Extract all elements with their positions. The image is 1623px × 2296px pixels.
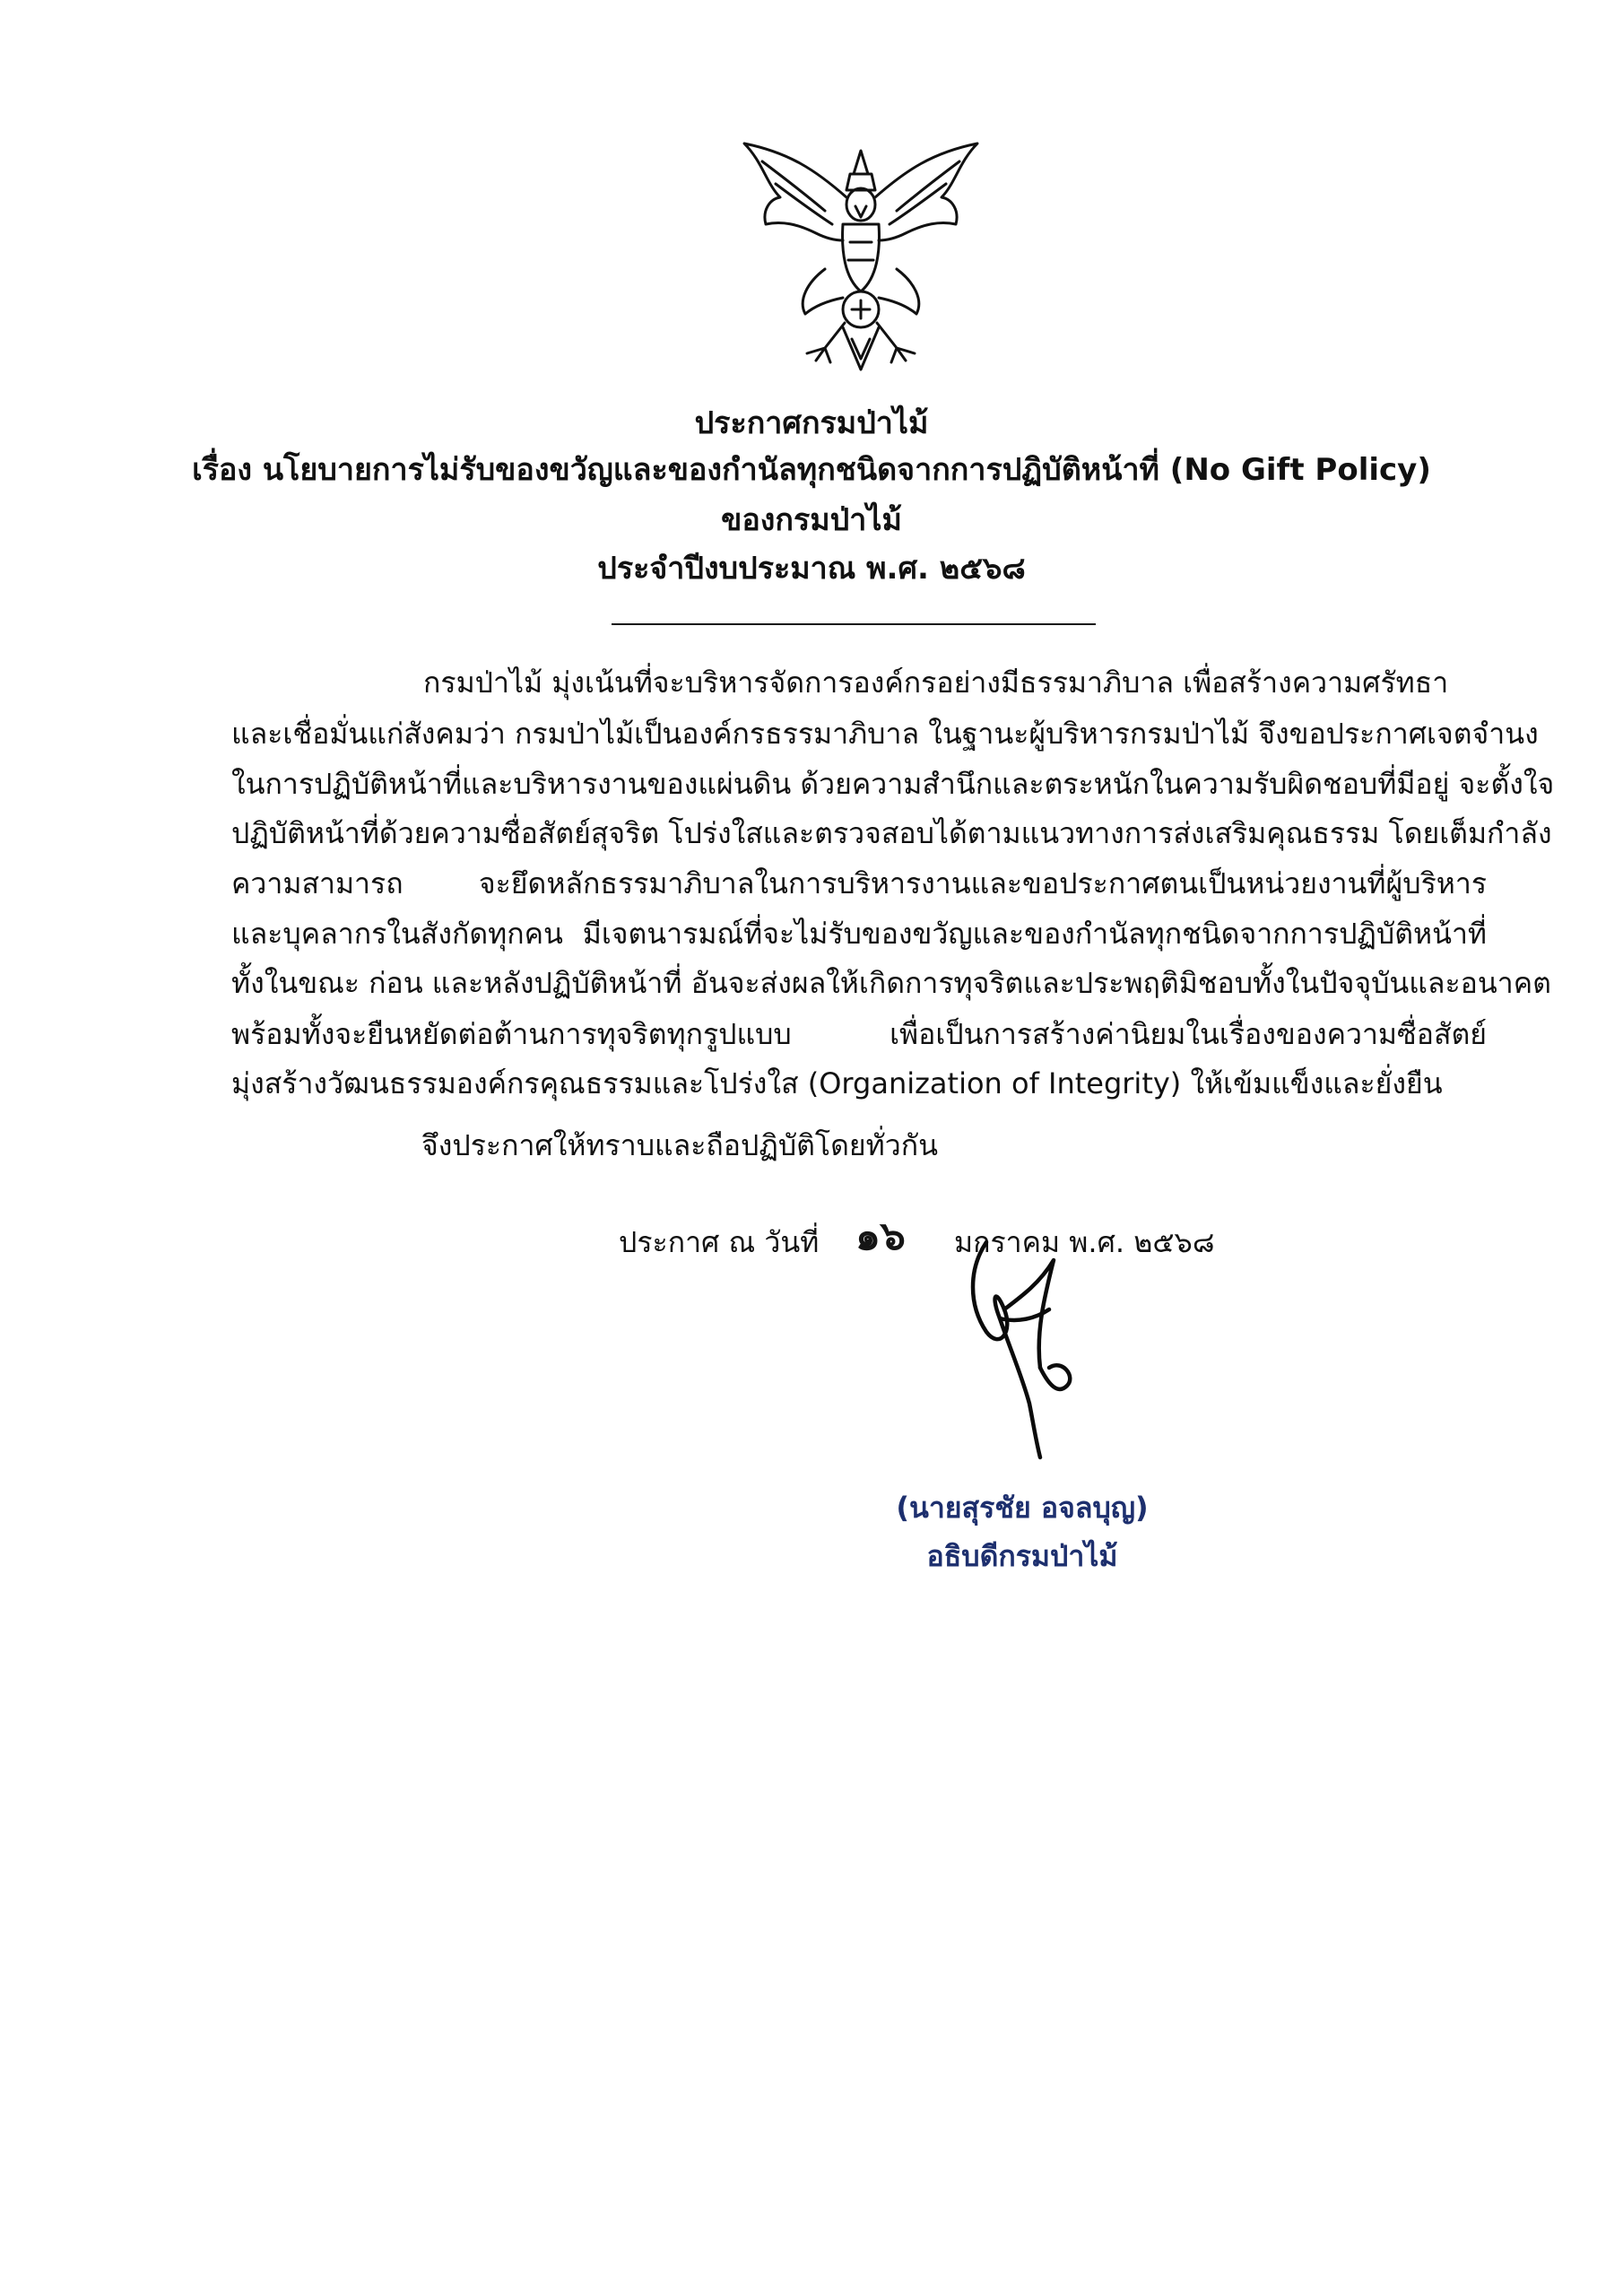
body-line: ในการปฏิบัติหน้าที่และบริหารงานของแผ่นดิน ด้วยความสำนึกและตระหนักในความรับผิดชอบที่มีอยู่ จะตั้งใจ — [231, 767, 1555, 801]
body-line: ปฏิบัติหน้าที่ด้วยความซื่อสัตย์สุจริต โปร่งใสและตรวจสอบได้ตามแนวทางการส่งเสริมคุณธรรม โดยเต็มกำลัง — [231, 816, 1552, 850]
announcement-title: ประกาศกรมป่าไม้ — [694, 405, 929, 441]
garuda-emblem-icon — [726, 135, 995, 377]
body-line: ความสามารถ จะยึดหลักธรรมาภิบาลในการบริหารงานและขอประกาศตนเป็นหน่วยงานที่ผู้บริหาร — [231, 866, 1487, 900]
body-line: และบุคลากรในสังกัดทุกคน มีเจตนารมณ์ที่จะไม่รับของขวัญและของกำนัลทุกชนิดจากการปฏิบัติหน้าที่ — [231, 917, 1487, 951]
signature-icon — [950, 1233, 1130, 1466]
body-line: ทั้งในขณะ ก่อน และหลังปฏิบัติหน้าที่ อันจะส่งผลให้เกิดการทุจริตและประพฤติมิชอบทั้งในปัจจุบันและอนาคต — [231, 966, 1551, 1000]
body-line: มุ่งสร้างวัฒนธรรมองค์กรคุณธรรมและโปร่งใส (Organization of Integrity) ให้เข้มแข็งและยั่งยืน — [231, 1066, 1443, 1100]
heading-divider — [612, 623, 1096, 625]
body-line: และเชื่อมั่นแก่สังคมว่า กรมป่าไม้เป็นองค์กรธรรมาภิบาล ในฐานะผู้บริหารกรมป่าไม้ จึงขอประกาศเจตจำนง — [231, 717, 1539, 751]
date-month-year: มกราคม พ.ศ. ๒๕๖๘ — [954, 1225, 1215, 1259]
date-prefix: ประกาศ ณ วันที่ — [619, 1225, 820, 1259]
announcement-subject: เรื่อง นโยบายการไม่รับของขวัญและของกำนัลทุกชนิดจากการปฏิบัติหน้าที่ (No Gift Policy) — [192, 452, 1431, 488]
signer-title: อธิบดีกรมป่าไม้ — [926, 1539, 1118, 1573]
date-day: ๑๖ — [855, 1213, 906, 1259]
closing-statement: จึงประกาศให้ทราบและถือปฏิบัติโดยทั่วกัน — [421, 1128, 938, 1162]
signer-name: (นายสุรชัย อจลบุญ) — [896, 1491, 1149, 1525]
announcement-agency: ของกรมป่าไม้ — [721, 502, 902, 538]
body-line: กรมป่าไม้ มุ่งเน้นที่จะบริหารจัดการองค์กรอย่างมีธรรมาภิบาล เพื่อสร้างความศรัทธา — [423, 665, 1449, 700]
body-line: พร้อมทั้งจะยืนหยัดต่อต้านการทุจริตทุกรูปแบบ เพื่อเป็นการสร้างค่านิยมในเรื่องของความซื่อสัตย์ — [231, 1017, 1487, 1051]
announcement-fiscal-year: ประจำปีงบประมาณ พ.ศ. ๒๕๖๘ — [597, 551, 1026, 587]
